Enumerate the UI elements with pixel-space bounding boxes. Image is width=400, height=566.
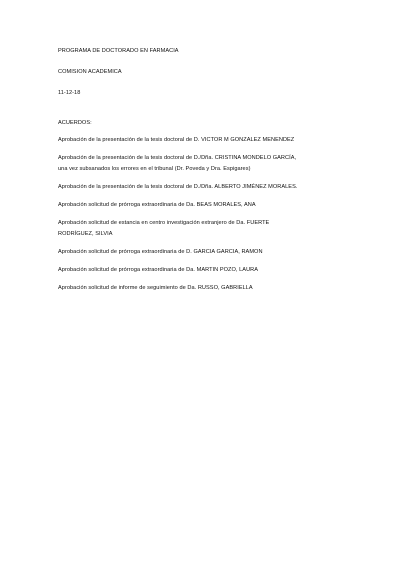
agreement-line: Aprobación de la presentación de la tesis doctoral de D./Dña. ALBERTO JIMÉNEZ MORALES.	[58, 184, 298, 190]
agreement-item	[58, 200, 358, 210]
agreement-item	[58, 182, 358, 192]
agreement-line: Aprobación solicitud de prórroga extraordinaria de Da. BEAS MORALES, ANA	[58, 202, 256, 208]
agreement-line: Aprobación solicitud de prórroga extraordinaria de Da. MARTIN POZO, LAURA	[58, 267, 259, 273]
agreement-item	[58, 135, 358, 145]
agreement-line: Aprobación de la presentación de la tesis doctoral de D. VICTOR M GONZALEZ MENENDEZ	[58, 137, 295, 143]
acuerdos-heading: ACUERDOS:	[58, 120, 92, 126]
document-page	[58, 46, 358, 301]
agreement-item	[58, 153, 358, 174]
program-title: PROGRAMA DE DOCTORADO EN FARMACIA	[58, 48, 179, 54]
meeting-date: 11-12-18	[58, 90, 81, 96]
agreement-item	[58, 218, 358, 239]
agreement-item	[58, 247, 358, 257]
agreement-line: una vez subsanados los errores en el tribunal (Dr. Poveda y Dra. Espigares)	[58, 166, 251, 172]
agreement-line: Aprobación solicitud de estancia en centro investigación extranjero de Da. FUERTE	[58, 220, 270, 226]
agreement-item	[58, 265, 358, 275]
committee-title: COMISION ACADEMICA	[58, 69, 122, 75]
agreement-line: Aprobación de la presentación de la tesis doctoral de D./Dña. CRISTINA MONDELO GARCÍA,	[58, 155, 297, 161]
agreement-line: Aprobación solicitud de prórroga extraordinaria de D. GARCIA GARCIA, RAMON	[58, 249, 263, 255]
agreement-line: Aprobación solicitud de informe de seguimiento de Da. RUSSO, GABRIELLA	[58, 285, 253, 291]
agreement-item	[58, 283, 358, 293]
agreement-line: RODRÍGUEZ, SILVIA	[58, 231, 113, 237]
